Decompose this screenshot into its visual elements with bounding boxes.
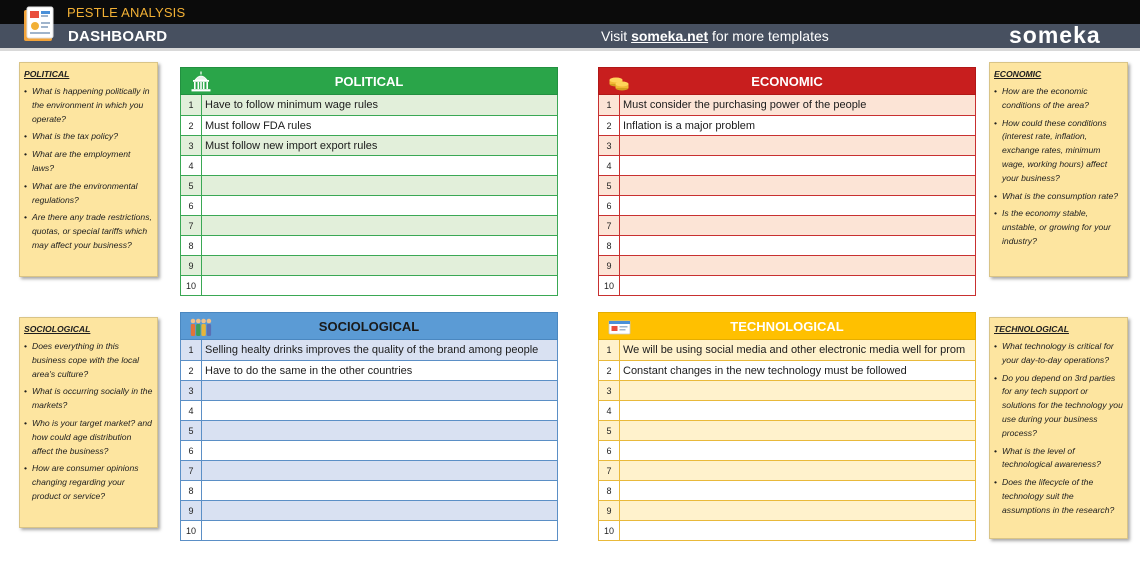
note-item: • Are there any trade restrictions, quotas, or special tariffs which may affect your business? — [24, 211, 153, 252]
row-number: 9 — [599, 256, 620, 275]
page-title: DASHBOARD — [68, 28, 168, 45]
note-item: • What is the tax policy? — [24, 130, 153, 144]
row-text[interactable] — [620, 216, 975, 235]
panel-header-economic — [598, 67, 976, 95]
row-number: 5 — [181, 421, 202, 440]
table-row[interactable] — [599, 400, 975, 420]
table-row[interactable] — [599, 440, 975, 460]
panel-technological — [598, 312, 976, 541]
table-row[interactable] — [181, 440, 557, 460]
row-number: 10 — [599, 521, 620, 540]
row-number: 8 — [599, 236, 620, 255]
table-row[interactable] — [599, 255, 975, 275]
row-number: 10 — [181, 276, 202, 295]
note-political — [19, 62, 158, 277]
row-number: 5 — [181, 176, 202, 195]
row-number: 7 — [181, 461, 202, 480]
note-title: SOCIOLOGICAL — [24, 324, 91, 334]
note-item: • Who is your target market? and how could age distribution affect the business? — [24, 417, 153, 458]
row-number: 6 — [599, 441, 620, 460]
note-item: • What is the level of technological awareness? — [994, 445, 1123, 473]
panel-header-sociological — [180, 312, 558, 340]
note-technological — [989, 317, 1128, 539]
row-text[interactable] — [620, 401, 975, 420]
table-row[interactable] — [599, 380, 975, 400]
row-number: 2 — [599, 116, 620, 135]
row-text[interactable]: Must follow FDA rules — [205, 120, 312, 132]
note-item: • What is the consumption rate? — [994, 190, 1123, 204]
table-row[interactable] — [181, 235, 557, 255]
row-number: 7 — [599, 461, 620, 480]
row-number: 8 — [181, 236, 202, 255]
panel-title: POLITICAL — [334, 74, 404, 89]
row-number: 1 — [599, 340, 620, 360]
panel-header-political — [180, 67, 558, 95]
table-row[interactable] — [599, 275, 975, 295]
row-text[interactable] — [202, 501, 557, 520]
row-text[interactable]: Have to follow minimum wage rules — [205, 99, 379, 111]
row-number: 1 — [181, 340, 202, 360]
row-number: 4 — [181, 156, 202, 175]
note-item: • What are the environmental regulations? — [24, 180, 153, 208]
row-number: 3 — [181, 136, 202, 155]
table-row[interactable] — [181, 255, 557, 275]
row-text[interactable] — [620, 136, 975, 155]
row-text[interactable] — [620, 441, 975, 460]
table-row[interactable] — [599, 235, 975, 255]
row-number: 1 — [599, 95, 620, 115]
row-number: 5 — [599, 421, 620, 440]
row-text[interactable] — [620, 256, 975, 275]
table-row[interactable] — [181, 135, 557, 155]
row-text[interactable]: We will be using social media and other electronic media well for prom — [623, 344, 966, 356]
table-row[interactable] — [599, 115, 975, 135]
panel-title: ECONOMIC — [751, 74, 823, 89]
table-row[interactable] — [181, 275, 557, 295]
note-item: • What is happening politically in the environment in which you operate? — [24, 85, 153, 126]
table-row[interactable] — [599, 520, 975, 540]
brand-logo[interactable]: someka — [1009, 22, 1101, 48]
row-text[interactable]: Inflation is a major problem — [623, 120, 756, 132]
row-text[interactable] — [202, 216, 557, 235]
row-number: 8 — [181, 481, 202, 500]
row-number: 2 — [181, 361, 202, 380]
row-text[interactable] — [620, 276, 975, 295]
row-number: 9 — [599, 501, 620, 520]
row-text[interactable] — [620, 196, 975, 215]
note-title: ECONOMIC — [994, 69, 1042, 79]
row-text[interactable] — [202, 441, 557, 460]
app-title: PESTLE ANALYSIS — [67, 5, 186, 20]
panel-political — [180, 67, 558, 296]
table-row[interactable] — [181, 500, 557, 520]
row-text[interactable] — [620, 461, 975, 480]
table-row[interactable] — [181, 95, 557, 115]
table-row[interactable] — [599, 195, 975, 215]
visit-text — [601, 28, 829, 44]
panel-title: SOCIOLOGICAL — [318, 319, 420, 334]
row-number: 1 — [181, 95, 202, 115]
note-item: • What are the employment laws? — [24, 148, 153, 176]
table-row[interactable] — [181, 420, 557, 440]
table-row[interactable] — [599, 460, 975, 480]
table-row[interactable] — [181, 340, 557, 360]
panel-sociological — [180, 312, 558, 541]
row-number: 7 — [181, 216, 202, 235]
table-row[interactable] — [181, 215, 557, 235]
row-number: 8 — [599, 481, 620, 500]
row-number: 4 — [181, 401, 202, 420]
row-number: 4 — [599, 401, 620, 420]
table-row[interactable] — [599, 360, 975, 380]
table-row[interactable] — [599, 135, 975, 155]
row-text[interactable] — [620, 481, 975, 500]
table-row[interactable] — [599, 215, 975, 235]
row-text[interactable] — [202, 461, 557, 480]
row-number: 6 — [181, 196, 202, 215]
note-item: • How could these conditions (interest rate, inflation, exchange rates, minimum wage, working hours) affect your business? — [994, 117, 1123, 186]
note-title: TECHNOLOGICAL — [994, 324, 1069, 334]
row-number: 10 — [181, 521, 202, 540]
header-divider — [0, 48, 1140, 51]
row-number: 3 — [599, 381, 620, 400]
row-number: 9 — [181, 501, 202, 520]
row-text[interactable] — [202, 521, 557, 540]
table-row[interactable] — [181, 400, 557, 420]
panel-header-technological — [598, 312, 976, 340]
table-row[interactable] — [599, 155, 975, 175]
note-item: • Do you depend on 3rd parties for any tech support or solutions for the technology you use during your business process? — [994, 372, 1123, 441]
row-text[interactable] — [620, 176, 975, 195]
note-item: • What is occurring socially in the markets? — [24, 385, 153, 413]
note-item: • Does the lifecycle of the technology suit the assumptions in the research? — [994, 476, 1123, 517]
table-row[interactable] — [599, 420, 975, 440]
row-text[interactable] — [202, 196, 557, 215]
row-text[interactable]: Must follow new import export rules — [205, 140, 378, 152]
table-row[interactable] — [181, 480, 557, 500]
row-text[interactable] — [620, 381, 975, 400]
row-text[interactable] — [620, 501, 975, 520]
table-row[interactable] — [181, 460, 557, 480]
note-item: • How are the economic conditions of the area? — [994, 85, 1123, 113]
row-text[interactable] — [620, 156, 975, 175]
table-row[interactable] — [181, 175, 557, 195]
row-number: 6 — [181, 441, 202, 460]
row-text[interactable] — [620, 236, 975, 255]
row-number: 6 — [599, 196, 620, 215]
note-item: • How are consumer opinions changing regarding your product or service? — [24, 462, 153, 503]
note-item: • What technology is critical for your day-to-day operations? — [994, 340, 1123, 368]
table-row[interactable] — [181, 380, 557, 400]
table-row[interactable] — [599, 340, 975, 360]
table-row[interactable] — [181, 360, 557, 380]
row-text[interactable]: Constant changes in the new technology must be followed — [623, 365, 907, 377]
table-row[interactable] — [181, 195, 557, 215]
row-number: 4 — [599, 156, 620, 175]
table-row[interactable] — [181, 115, 557, 135]
entry-table — [180, 95, 558, 296]
row-text[interactable] — [202, 421, 557, 440]
someka-link[interactable]: someka.net — [631, 28, 709, 44]
row-number: 10 — [599, 276, 620, 295]
table-row[interactable] — [599, 500, 975, 520]
table-row[interactable] — [599, 175, 975, 195]
note-economic — [989, 62, 1128, 277]
subtitle-bar — [0, 24, 1140, 48]
note-title: POLITICAL — [24, 69, 70, 79]
row-number: 3 — [181, 381, 202, 400]
note-item: • Does everything in this business cope with the local area's culture? — [24, 340, 153, 381]
row-text[interactable] — [202, 256, 557, 275]
visit-prefix: Visit — [601, 28, 628, 44]
row-text[interactable] — [202, 381, 557, 400]
row-text[interactable]: Have to do the same in the other countries — [205, 365, 413, 377]
dashboard-logo-icon — [21, 5, 57, 43]
row-text[interactable] — [202, 481, 557, 500]
panel-economic — [598, 67, 976, 296]
row-number: 2 — [181, 116, 202, 135]
entry-table — [598, 95, 976, 296]
row-text[interactable] — [202, 401, 557, 420]
row-text[interactable] — [202, 156, 557, 175]
row-text[interactable] — [202, 236, 557, 255]
row-number: 3 — [599, 136, 620, 155]
row-number: 2 — [599, 361, 620, 380]
row-number: 9 — [181, 256, 202, 275]
entry-table — [180, 340, 558, 541]
table-row[interactable] — [599, 480, 975, 500]
row-number: 5 — [599, 176, 620, 195]
row-text[interactable] — [202, 176, 557, 195]
row-text[interactable] — [620, 521, 975, 540]
row-number: 7 — [599, 216, 620, 235]
visit-suffix: for more templates — [712, 28, 829, 44]
table-row[interactable] — [599, 95, 975, 115]
note-item: • Is the economy stable, unstable, or growing for your industry? — [994, 207, 1123, 248]
note-sociological — [19, 317, 158, 528]
row-text[interactable] — [202, 276, 557, 295]
panel-title: TECHNOLOGICAL — [730, 319, 844, 334]
entry-table — [598, 340, 976, 541]
row-text[interactable]: Selling healty drinks improves the quality of the brand among people — [205, 344, 539, 356]
row-text[interactable]: Must consider the purchasing power of the people — [623, 99, 867, 111]
table-row[interactable] — [181, 520, 557, 540]
row-text[interactable] — [620, 421, 975, 440]
table-row[interactable] — [181, 155, 557, 175]
